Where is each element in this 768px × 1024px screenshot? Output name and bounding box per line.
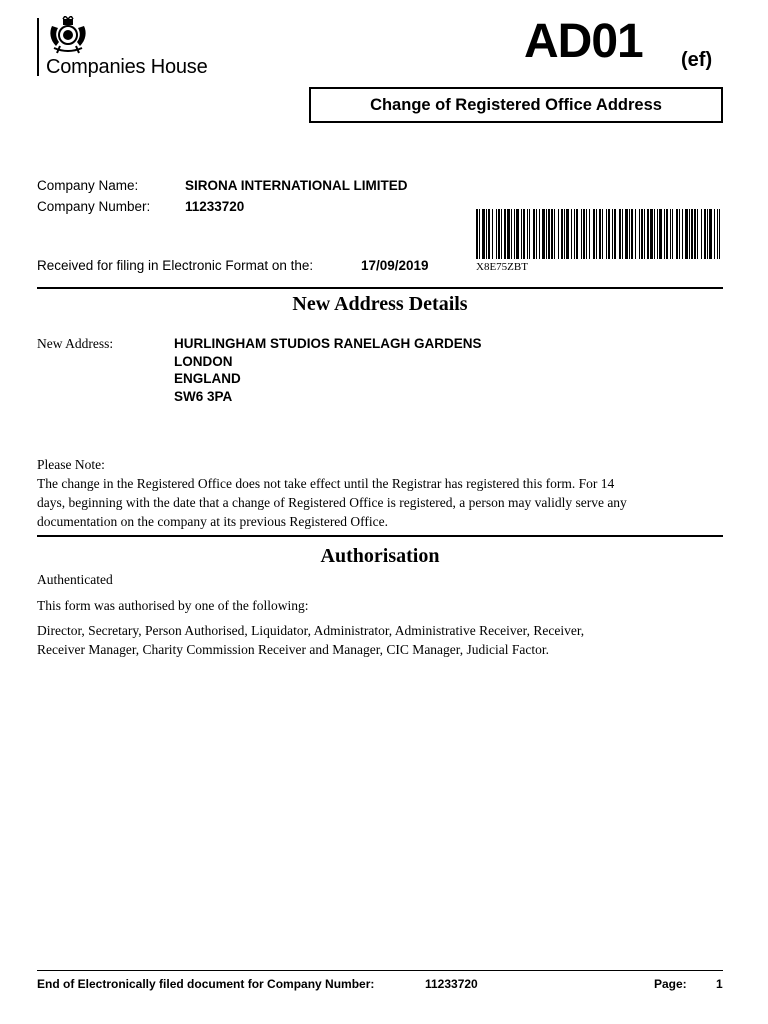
barcode-bar — [641, 209, 643, 259]
new-address-block — [174, 335, 482, 405]
company-name-value: SIRONA INTERNATIONAL LIMITED — [185, 178, 408, 193]
new-address-label: New Address: — [37, 336, 114, 351]
barcode-bar — [644, 209, 645, 259]
barcode-bar — [492, 209, 493, 259]
barcode-bar — [719, 209, 720, 259]
footer-company-number: 11233720 — [425, 977, 478, 991]
barcode-bar — [631, 209, 633, 259]
note-line: documentation on the company at its previous Registered Office. — [37, 514, 389, 529]
barcode-bar — [516, 209, 519, 259]
barcode-bar — [589, 209, 590, 259]
barcode-bar — [581, 209, 582, 259]
barcode-bar — [523, 209, 525, 259]
barcode-bar — [657, 209, 658, 259]
barcode-bar — [612, 209, 613, 259]
note-line: days, beginning with the date that a change of Registered Office is registered, a person may validly serve any — [37, 495, 627, 510]
barcode-bar — [679, 209, 680, 259]
barcode-bar — [602, 209, 603, 259]
barcode-bar — [593, 209, 595, 259]
barcode-bar — [586, 209, 587, 259]
barcode-bar — [629, 209, 630, 259]
form-code-suffix: (ef) — [681, 49, 713, 71]
footer-divider — [37, 970, 723, 971]
footer-page-number: 1 — [716, 977, 723, 991]
barcode-bar — [539, 209, 540, 259]
form-title-box — [309, 87, 723, 123]
form-title: Change of Registered Office Address — [370, 96, 662, 114]
barcode — [476, 209, 720, 259]
barcode-bar — [558, 209, 559, 259]
barcode-bar — [694, 209, 696, 259]
address-line: HURLINGHAM STUDIOS RANELAGH GARDENS — [174, 336, 482, 351]
barcode-bar — [561, 209, 563, 259]
barcode-bar — [606, 209, 607, 259]
barcode-bar — [704, 209, 706, 259]
authorisation-intro: This form was authorised by one of the following: — [37, 598, 309, 613]
barcode-bar — [691, 209, 693, 259]
barcode-bar — [654, 209, 655, 259]
barcode-bar — [564, 209, 565, 259]
barcode-bar — [672, 209, 673, 259]
barcode-bar — [685, 209, 688, 259]
barcode-bar — [666, 209, 668, 259]
barcode-bar — [714, 209, 715, 259]
barcode-bar — [676, 209, 678, 259]
received-date: 17/09/2019 — [361, 258, 429, 273]
barcode-bar — [511, 209, 512, 259]
authorised-roles — [37, 621, 727, 659]
royal-crest-icon — [46, 16, 90, 54]
logo-divider — [37, 18, 39, 76]
divider — [37, 535, 723, 537]
received-label: Received for filing in Electronic Format on the: — [37, 258, 314, 273]
barcode-bar — [488, 209, 490, 259]
barcode-bar — [527, 209, 528, 259]
barcode-bar — [608, 209, 610, 259]
barcode-bar — [546, 209, 547, 259]
barcode-bar — [583, 209, 585, 259]
barcode-bar — [635, 209, 636, 259]
barcode-bar — [551, 209, 553, 259]
address-line: SW6 3PA — [174, 388, 233, 404]
divider — [37, 287, 723, 289]
barcode-bar — [717, 209, 718, 259]
barcode-bar — [625, 209, 628, 259]
roles-line: Director, Secretary, Person Authorised, Liquidator, Administrator, Administrative Receiver, Receiver, — [37, 623, 585, 638]
barcode-bar — [507, 209, 510, 259]
barcode-bar — [659, 209, 662, 259]
company-number-label: Company Number: — [37, 199, 151, 214]
note-line: The change in the Registered Office does not take effect until the Registrar has registered this form. For 14 — [37, 476, 615, 491]
barcode-bar — [614, 209, 616, 259]
barcode-bar — [622, 209, 623, 259]
address-line: LONDON — [174, 353, 233, 369]
note-heading: Please Note: — [37, 457, 105, 472]
barcode-bar — [650, 209, 653, 259]
barcode-bar — [479, 209, 480, 259]
barcode-bar — [548, 209, 550, 259]
authorisation-heading: Authorisation — [320, 545, 440, 567]
barcode-bar — [574, 209, 575, 259]
barcode-bar — [529, 209, 530, 259]
barcode-bar — [514, 209, 515, 259]
barcode-bar — [496, 209, 497, 259]
barcode-bar — [504, 209, 506, 259]
barcode-bar — [639, 209, 640, 259]
barcode-bar — [697, 209, 698, 259]
barcode-bar — [554, 209, 555, 259]
barcode-bar — [566, 209, 569, 259]
barcode-bar — [571, 209, 572, 259]
barcode-bar — [476, 209, 478, 259]
organisation-logo-text: Companies House — [46, 56, 208, 78]
barcode-bar — [664, 209, 665, 259]
form-code: AD01 — [524, 15, 643, 68]
company-number-value: 11233720 — [185, 199, 245, 214]
barcode-bar — [482, 209, 485, 259]
barcode-bar — [576, 209, 578, 259]
barcode-bar — [498, 209, 500, 259]
barcode-bar — [486, 209, 487, 259]
address-line: ENGLAND — [174, 371, 241, 386]
barcode-bar — [542, 209, 545, 259]
company-name-label: Company Name: — [37, 178, 139, 193]
new-address-heading: New Address Details — [292, 293, 468, 315]
barcode-bar — [647, 209, 649, 259]
please-note-block — [37, 455, 727, 531]
barcode-bar — [501, 209, 502, 259]
barcode-bar — [596, 209, 597, 259]
barcode-bar — [619, 209, 621, 259]
barcode-bar — [599, 209, 601, 259]
footer-page-label: Page: — [654, 977, 687, 991]
barcode-bar — [701, 209, 702, 259]
barcode-id: X8E75ZBT — [476, 261, 528, 273]
footer-text: End of Electronically filed document for Company Number: — [37, 977, 375, 991]
barcode-bar — [536, 209, 537, 259]
barcode-bar — [670, 209, 671, 259]
roles-line: Receiver Manager, Charity Commission Receiver and Manager, CIC Manager, Judicial Factor. — [37, 642, 549, 657]
barcode-bar — [682, 209, 683, 259]
barcode-bar — [709, 209, 712, 259]
barcode-bar — [521, 209, 522, 259]
barcode-bar — [533, 209, 535, 259]
barcode-bar — [689, 209, 690, 259]
barcode-bar — [707, 209, 708, 259]
authorisation-status: Authenticated — [37, 572, 113, 587]
